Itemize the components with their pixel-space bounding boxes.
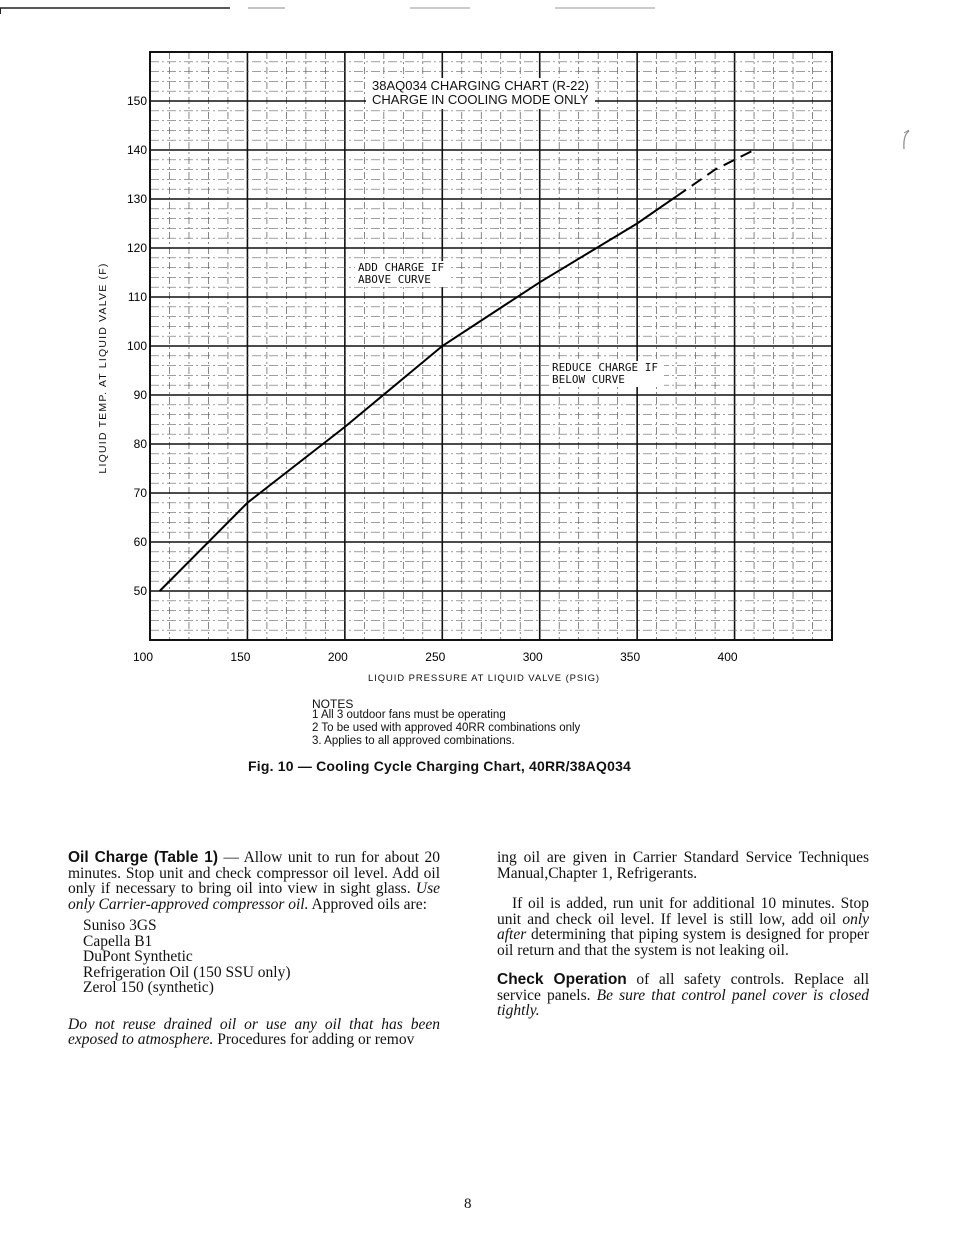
reduce-charge-line1: REDUCE CHARGE IF	[552, 361, 658, 374]
approved-oils-list	[83, 918, 440, 996]
y-tick-label: 60	[133, 535, 147, 549]
y-tick-label: 110	[127, 290, 147, 304]
note-item: 3. Applies to all approved combinations.	[312, 735, 515, 747]
check-operation-italic: Be sure that control panel cover is closed tightly.	[497, 986, 869, 1019]
left-column	[68, 850, 440, 1048]
y-tick-label: 50	[133, 584, 147, 598]
oil-added-italic: only after	[497, 910, 869, 943]
check-operation-paragraph	[497, 972, 869, 1019]
oil-warning-italic: Do not reuse drained oil or use any oil that has been exposed to atmosphere.	[68, 1015, 440, 1049]
page-number: 8	[464, 1196, 472, 1212]
y-tick-label: 140	[126, 143, 147, 157]
chart-grid	[150, 52, 832, 640]
chart-subtitle: CHARGE IN COOLING MODE ONLY	[372, 92, 589, 107]
reduce-charge-annotation	[549, 361, 664, 387]
x-tick-label: 350	[620, 650, 641, 664]
x-tick-label: 100	[132, 650, 154, 664]
add-charge-annotation	[355, 261, 450, 287]
oil-charge-heading: Oil Charge (Table 1)	[68, 849, 219, 866]
chart-title-box	[366, 78, 595, 109]
list-item: Refrigeration Oil (150 SSU only)	[83, 963, 291, 981]
oil-charge-approved-note: Use only Carrier-approved compressor oil.	[68, 880, 440, 913]
y-tick-label: 70	[133, 486, 147, 500]
y-tick-label: 130	[126, 192, 147, 206]
note-item: 2 To be used with approved 40RR combinations only	[312, 722, 581, 734]
oil-warning-end: Procedures for adding or remov	[213, 1031, 415, 1049]
figure-caption: Fig. 10 — Cooling Cycle Charging Chart, 40RR/38AQ034	[248, 758, 632, 774]
y-tick-label: 120	[126, 241, 147, 255]
x-tick-label: 250	[425, 650, 446, 664]
oil-charge-paragraph	[68, 850, 440, 912]
y-tick-label: 90	[133, 388, 147, 402]
y-tick-label: 100	[126, 339, 147, 353]
charging-curve-solid	[160, 197, 676, 591]
oil-warning-paragraph	[68, 1017, 440, 1048]
x-axis-label: LIQUID PRESSURE AT LIQUID VALVE (PSIG)	[368, 673, 600, 684]
oil-added-paragraph	[497, 896, 869, 958]
oil-charge-intro-end: Approved oils are:	[308, 895, 427, 913]
scan-mark	[895, 125, 935, 165]
charging-curve	[160, 150, 754, 591]
list-item: Zerol 150 (synthetic)	[83, 979, 214, 997]
y-tick-label: 80	[133, 437, 147, 451]
list-item: Suniso 3GS	[83, 917, 157, 934]
reduce-charge-line2: BELOW CURVE	[552, 372, 625, 386]
add-charge-line1: ADD CHARGE IF	[358, 261, 445, 274]
oil-charge-intro: — Allow unit to run for about 20 minutes. Stop unit and check compressor oil level. Add oil only if necessary to bring oil into view in sight glass.	[68, 849, 440, 897]
y-tick-label: 150	[126, 94, 147, 108]
check-operation-heading: Check Operation	[497, 971, 627, 988]
chart-title: 38AQ034 CHARGING CHART (R-22)	[372, 78, 589, 93]
notes-heading: NOTES	[312, 697, 354, 711]
x-tick-label: 150	[230, 650, 251, 664]
x-tick-label: 300	[522, 650, 543, 664]
check-operation-text: of all safety controls. Replace all service panels.	[497, 971, 869, 1004]
x-tick-label: 200	[327, 650, 348, 664]
note-item: 1 All 3 outdoor fans must be operating	[312, 709, 506, 721]
oil-added-start: If oil is added, run unit for additional 10 minutes. Stop unit and check oil level. If level is still low, add oil	[497, 895, 869, 928]
oil-added-end: determining that piping system is designed for proper oil return and that the system is not leaking oil.	[497, 926, 869, 959]
right-column	[497, 850, 869, 1019]
add-charge-line2: ABOVE CURVE	[358, 272, 431, 286]
oil-warning-continuation: ing oil are given in Carrier Standard Service Techniques Manual,Chapter 1, Refrigerants.	[497, 849, 869, 882]
list-item: DuPont Synthetic	[83, 948, 193, 966]
y-axis-label: LIQUID TEMP. AT LIQUID VALVE (F)	[97, 262, 109, 474]
list-item: Capella B1	[83, 932, 153, 950]
x-tick-label: 400	[717, 650, 738, 664]
